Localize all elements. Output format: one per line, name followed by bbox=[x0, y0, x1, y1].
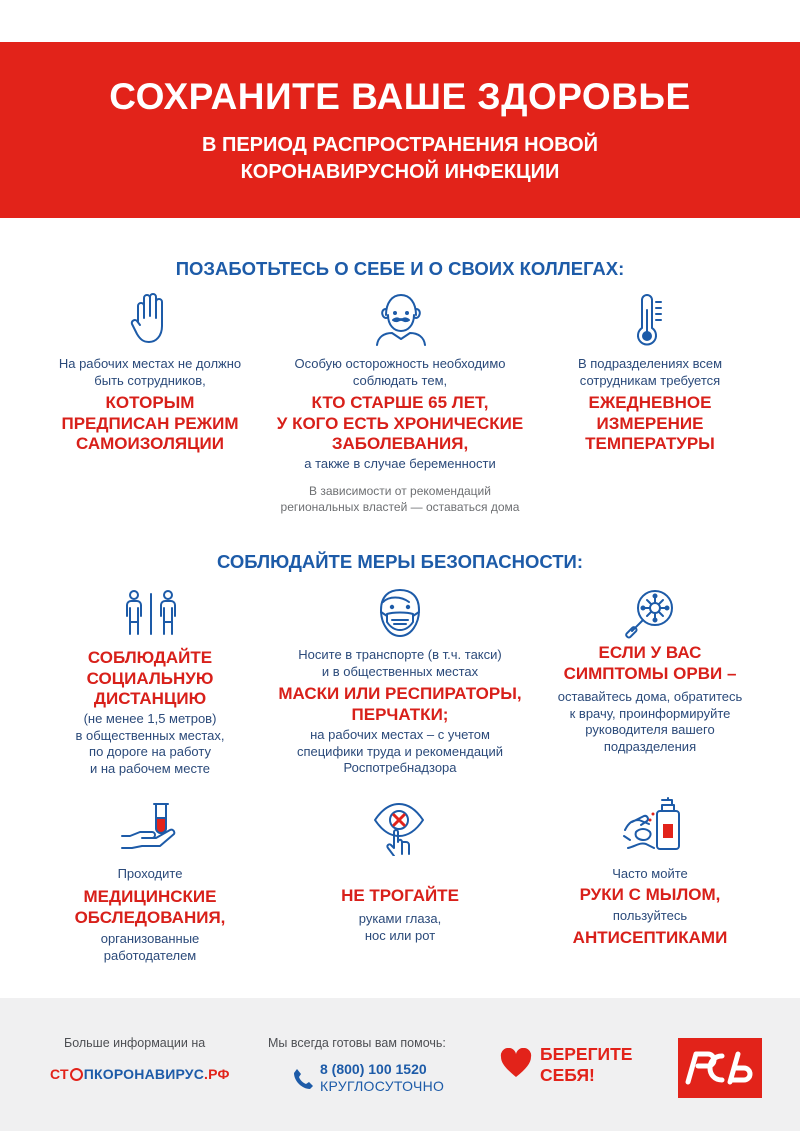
symptoms-text-line: оставайтесь дома, обратитесь bbox=[557, 689, 743, 704]
face-text bbox=[270, 911, 530, 944]
heart-icon bbox=[500, 1048, 532, 1083]
care-line: БЕРЕГИТЕ bbox=[540, 1044, 633, 1064]
col1-text-line: На рабочих местах не должно bbox=[58, 356, 242, 371]
distance-text-line: по дороге на работу bbox=[89, 744, 211, 759]
subtitle-line-2: КОРОНАВИРУСНОЙ ИНФЕКЦИИ bbox=[240, 161, 560, 183]
col1-text bbox=[40, 356, 260, 389]
header-banner bbox=[0, 42, 800, 218]
hand-wash-icon bbox=[622, 796, 682, 854]
distance-red-line: СОБЛЮДАЙТЕ bbox=[87, 648, 213, 667]
hands-red2: АНТИСЕПТИКАМИ bbox=[572, 928, 728, 947]
phone-icon bbox=[293, 1068, 313, 1095]
hands-text: Часто мойте bbox=[612, 866, 688, 881]
col3-red-line: ИЗМЕРЕНИЕ bbox=[596, 413, 704, 433]
rzd-logo-icon bbox=[678, 1038, 762, 1098]
col1-red bbox=[40, 393, 260, 455]
col2-text-line: соблюдать тем, bbox=[352, 372, 448, 388]
medical-text: Проходите bbox=[117, 866, 183, 881]
stop-coronavirus-link[interactable] bbox=[50, 1066, 230, 1082]
medical-after-line: организованные bbox=[100, 931, 200, 946]
col2-red-line: КТО СТАРШЕ 65 ЛЕТ, bbox=[311, 393, 489, 412]
test-tube-hand-icon bbox=[120, 798, 178, 852]
col3-red-line: ТЕМПЕРАТУРЫ bbox=[585, 434, 715, 453]
more-info-label: Больше информации на bbox=[64, 1036, 206, 1050]
distance-text bbox=[40, 711, 260, 777]
col1-red-line: КОТОРЫМ bbox=[105, 393, 195, 412]
elderly-man-icon bbox=[374, 291, 428, 347]
col2-note-line: региональных властей — оставаться дома bbox=[280, 499, 520, 514]
virus-o-icon bbox=[70, 1068, 83, 1081]
mask-after-line: Роспотребнадзора bbox=[343, 760, 457, 775]
symptoms-red-line: СИМПТОМЫ ОРВИ – bbox=[563, 663, 737, 683]
face-text-line: нос или рот bbox=[364, 927, 436, 943]
col2-text-line: Особую осторожность необходимо bbox=[294, 356, 506, 371]
hands-middle: пользуйтесь bbox=[612, 908, 688, 923]
help-label: Мы всегда готовы вам помочь: bbox=[268, 1036, 446, 1050]
symptoms-text-line: к врачу, проинформируйте bbox=[569, 705, 731, 721]
col2-note bbox=[250, 484, 550, 515]
face-mask-icon bbox=[373, 586, 427, 640]
virus-magnifier-icon bbox=[624, 587, 678, 641]
stop-logo-part3: .РФ bbox=[204, 1066, 230, 1082]
distance-red bbox=[40, 648, 260, 710]
col1-red-line: САМОИЗОЛЯЦИИ bbox=[76, 434, 224, 453]
mask-text-line: и в общественных местах bbox=[321, 663, 479, 679]
medical-red-line: МЕДИЦИНСКИЕ bbox=[83, 887, 217, 906]
distance-red-line: ДИСТАНЦИЮ bbox=[93, 689, 207, 708]
phone-number[interactable]: 8 (800) 100 1520 bbox=[320, 1061, 427, 1077]
symptoms-text-line: подразделения bbox=[603, 738, 697, 754]
two-people-distance-icon bbox=[122, 590, 180, 636]
subtitle-line-1: В ПЕРИОД РАСПРОСТРАНЕНИЯ НОВОЙ bbox=[201, 134, 599, 156]
hands-red1: РУКИ С МЫЛОМ, bbox=[579, 885, 721, 904]
col3-red bbox=[540, 393, 760, 455]
distance-text-line: (не менее 1,5 метров) bbox=[83, 711, 217, 726]
take-care-text bbox=[540, 1044, 632, 1086]
symptoms-red-line: ЕСЛИ У ВАС bbox=[598, 643, 702, 662]
col3-red-line: ЕЖЕДНЕВНОЕ bbox=[588, 393, 712, 412]
mask-after-line: специфики труда и рекомендаций bbox=[296, 743, 504, 759]
symptoms-text-line: руководителя вашего bbox=[585, 722, 715, 737]
face-red: НЕ ТРОГАЙТЕ bbox=[341, 886, 459, 905]
col2-note-line: В зависимости от рекомендаций bbox=[309, 484, 491, 498]
face-text-line: руками глаза, bbox=[358, 911, 442, 926]
mask-after bbox=[270, 727, 530, 777]
stop-logo-part1: СТ bbox=[50, 1066, 69, 1082]
mask-red bbox=[260, 684, 540, 725]
symptoms-red bbox=[540, 643, 760, 684]
mask-red-line: ПЕРЧАТКИ; bbox=[351, 704, 449, 724]
page-title: СОХРАНИТЕ ВАШЕ ЗДОРОВЬЕ bbox=[109, 76, 691, 117]
col2-red bbox=[260, 393, 540, 455]
mask-text bbox=[270, 647, 530, 680]
thermometer-icon bbox=[630, 292, 666, 348]
eye-hand-no-touch-icon bbox=[372, 800, 428, 856]
care-line: СЕБЯ! bbox=[540, 1065, 595, 1085]
mask-red-line: МАСКИ ИЛИ РЕСПИРАТОРЫ, bbox=[278, 684, 522, 703]
section1-heading: ПОЗАБОТЬТЕСЬ О СЕБЕ И О СВОИХ КОЛЛЕГАХ: bbox=[175, 258, 625, 279]
medical-after bbox=[40, 931, 260, 964]
col1-text-line: быть сотрудников, bbox=[94, 372, 206, 388]
medical-after-line: работодателем bbox=[103, 947, 197, 963]
distance-text-line: и на рабочем месте bbox=[89, 760, 210, 776]
col1-red-line: ПРЕДПИСАН РЕЖИМ bbox=[61, 413, 239, 433]
col2-after: а также в случае беременности bbox=[304, 456, 496, 471]
distance-text-line: в общественных местах, bbox=[75, 727, 225, 743]
col3-text-line: В подразделениях всем bbox=[577, 356, 723, 371]
symptoms-text bbox=[540, 689, 760, 755]
footer bbox=[0, 998, 800, 1131]
phone-hours: КРУГЛОСУТОЧНО bbox=[320, 1078, 445, 1094]
col2-text bbox=[270, 356, 530, 389]
stop-logo-part2: ПКОРОНАВИРУС bbox=[83, 1066, 205, 1082]
col2-red-line: ЗАБОЛЕВАНИЯ, bbox=[331, 434, 469, 453]
mask-after-line: на рабочих местах – с учетом bbox=[310, 727, 490, 742]
col2-red-line: У КОГО ЕСТЬ ХРОНИЧЕСКИЕ bbox=[276, 413, 524, 433]
mask-text-line: Носите в транспорте (в т.ч. такси) bbox=[298, 647, 502, 662]
distance-red-line: СОЦИАЛЬНУЮ bbox=[86, 668, 214, 688]
medical-red-line: ОБСЛЕДОВАНИЯ, bbox=[74, 907, 226, 927]
col3-text bbox=[540, 356, 760, 389]
section2-heading: СОБЛЮДАЙТЕ МЕРЫ БЕЗОПАСНОСТИ: bbox=[216, 551, 584, 572]
medical-red bbox=[40, 887, 260, 928]
col3-text-line: сотрудникам требуется bbox=[579, 372, 721, 388]
hand-stop-icon bbox=[128, 292, 172, 346]
page-subtitle bbox=[0, 132, 800, 186]
